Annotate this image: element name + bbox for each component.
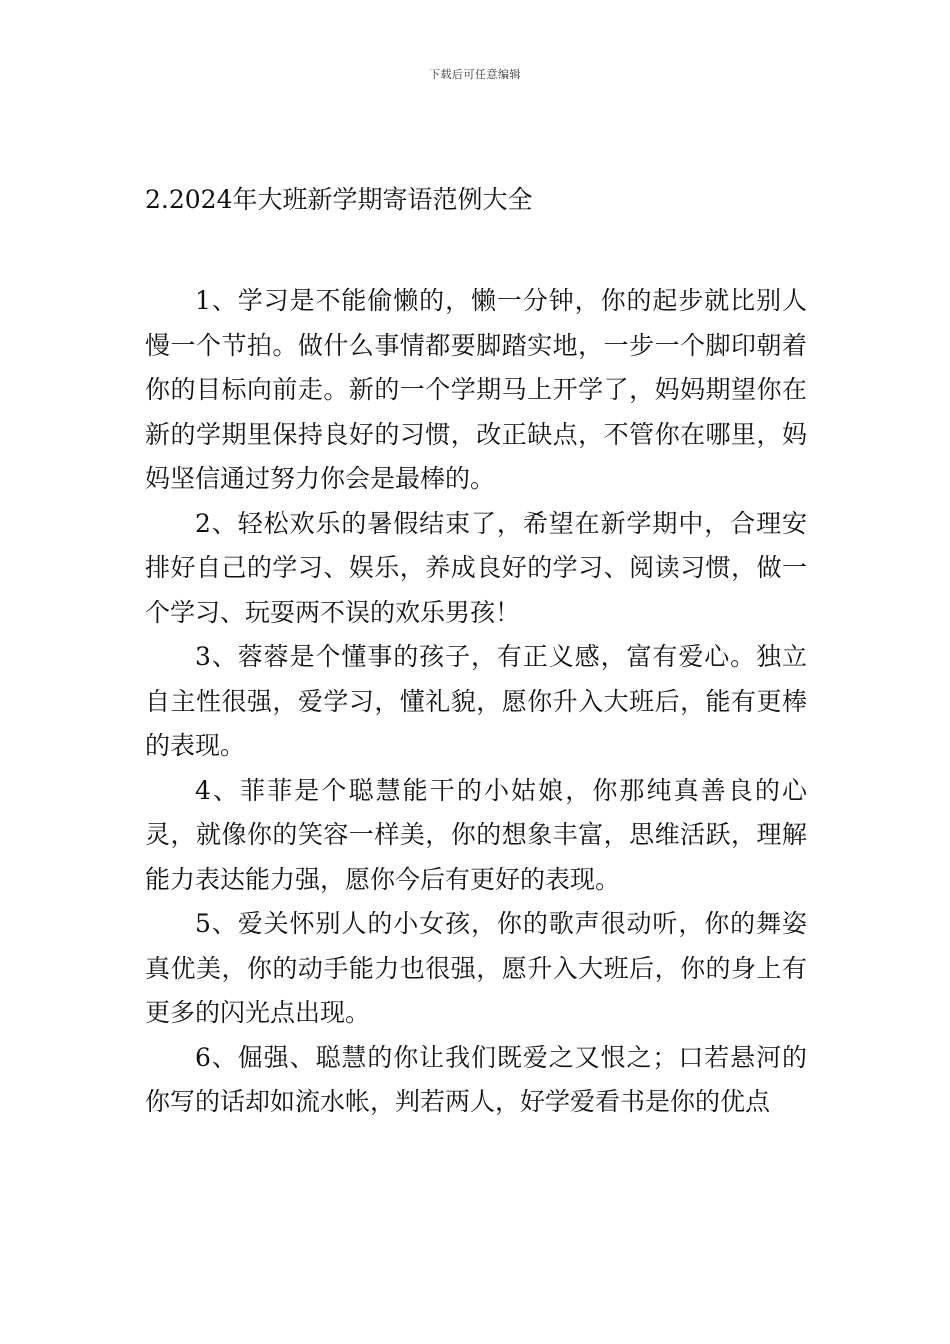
- paragraph-2: 2、轻松欢乐的暑假结束了，希望在新学期中，合理安排好自己的学习、娱乐，养成良好的学习、阅读习惯，做一个学习、玩耍两不误的欢乐男孩！: [145, 508, 807, 627]
- document-title: 2.2024年大班新学期寄语范例大全: [145, 185, 533, 214]
- paragraph-4: 4、菲菲是个聪慧能干的小姑娘，你那纯真善良的心灵，就像你的笑容一样美，你的想象丰富，思维活跃，理解能力表达能力强，愿你今后有更好的表现。: [145, 775, 807, 894]
- header-note: 下载后可任意编辑: [429, 68, 521, 81]
- paragraph-5: 5、爱关怀别人的小女孩，你的歌声很动听，你的舞姿真优美，你的动手能力也很强，愿升入大班后，你的身上有更多的闪光点出现。: [145, 909, 807, 1027]
- document-body: [145, 279, 807, 1125]
- paragraph-3: 3、蓉蓉是个懂事的孩子，有正义感，富有爱心。独立自主性很强，爱学习，懂礼貌，愿你升入大班后，能有更棒的表现。: [145, 642, 807, 760]
- paragraph-1: 1、学习是不能偷懒的，懒一分钟，你的起步就比别人慢一个节拍。做什么事情都要脚踏实地，一步一个脚印朝着你的目标向前走。新的一个学期马上开学了，妈妈期望你在新的学期里保持良好的习惯，改正缺点，不管你在哪里，妈妈坚信通过努力你会是最棒的。: [145, 286, 807, 493]
- paragraph-6: 6、倔强、聪慧的你让我们既爱之又恨之；口若悬河的你写的话却如流水帐，判若两人，好学爱看书是你的优点: [145, 1042, 807, 1116]
